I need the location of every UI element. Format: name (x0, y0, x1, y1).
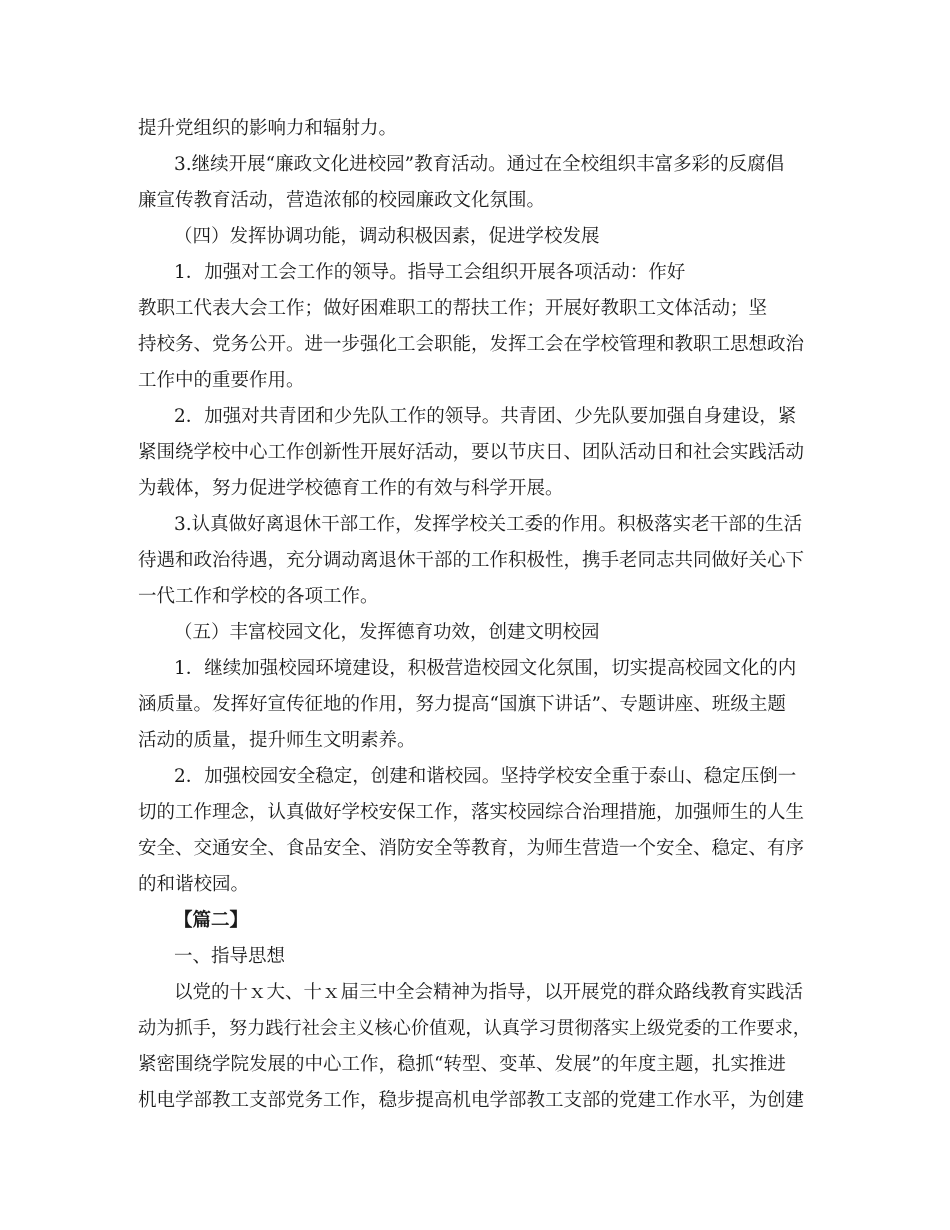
text-line: 1．加强对工会工作的领导。指导工会组织开展各项活动：作好 (174, 262, 686, 283)
text-line: 活动的质量，提升师生文明素养。 (138, 730, 416, 751)
section-heading: 一、指导思想 (174, 946, 286, 967)
text-line: 紧密围绕学院发展的中心工作，稳抓“转型、变革、发展”的年度主题，扎实推进 (138, 1054, 786, 1075)
text-line: 机电学部教工支部党务工作，稳步提高机电学部教工支部的党建工作水平，为创建 (138, 1090, 805, 1111)
text-line: 3.认真做好离退休干部工作，发挥学校关工委的作用。积极落实老干部的生活 (174, 514, 803, 535)
text-line: 工作中的重要作用。 (138, 370, 305, 391)
text-line: 紧围绕学校中心工作创新性开展好活动，要以节庆日、团队活动日和社会实践活动 (138, 442, 805, 463)
section-heading: （四）发挥协调功能，调动积极因素，促进学校发展 (174, 226, 600, 247)
text-line: 持校务、党务公开。进一步强化工会职能，发挥工会在学校管理和教职工思想政治 (138, 334, 805, 355)
text-line: 待遇和政治待遇，充分调动离退休干部的工作积极性，携手老同志共同做好关心下 (138, 550, 805, 571)
text-line: 切的工作理念，认真做好学校安保工作，落实校园综合治理措施，加强师生的人生 (138, 802, 805, 823)
text-line: 安全、交通安全、食品安全、消防安全等教育，为师生营造一个安全、稳定、有序 (138, 838, 805, 859)
text-line: 2．加强校园安全稳定，创建和谐校园。坚持学校安全重于泰山、稳定压倒一 (174, 766, 797, 787)
text-line: 3.继续开展“廉政文化进校园”教育活动。通过在全校组织丰富多彩的反腐倡 (174, 154, 785, 175)
part-heading: 【篇二】 (174, 910, 249, 931)
text-line: 的和谐校园。 (138, 874, 250, 895)
section-heading: （五）丰富校园文化，发挥德育功效，创建文明校园 (174, 622, 600, 643)
text-line: 以党的十ｘ大、十ｘ届三中全会精神为指导，以开展党的群众路线教育实践活 (174, 982, 804, 1003)
text-line: 廉宣传教育活动，营造浓郁的校园廉政文化氛围。 (138, 190, 546, 211)
text-line: 一代工作和学校的各项工作。 (138, 586, 379, 607)
text-line: 动为抓手，努力践行社会主义核心价值观，认真学习贯彻落实上级党委的工作要求， (138, 1018, 811, 1039)
text-line: 提升党组织的影响力和辐射力。 (138, 118, 398, 139)
text-line: 涵质量。发挥好宣传征地的作用，努力提高“国旗下讲话”、专题讲座、班级主题 (138, 694, 786, 715)
text-line: 教职工代表大会工作；做好困难职工的帮扶工作；开展好教职工文体活动；坚 (138, 298, 768, 319)
text-line: 2．加强对共青团和少先队工作的领导。共青团、少先队要加强自身建设，紧 (174, 406, 797, 427)
text-line: 1．继续加强校园环境建设，积极营造校园文化氛围，切实提高校园文化的内 (174, 658, 797, 679)
text-line: 为载体，努力促进学校德育工作的有效与科学开展。 (138, 478, 564, 499)
